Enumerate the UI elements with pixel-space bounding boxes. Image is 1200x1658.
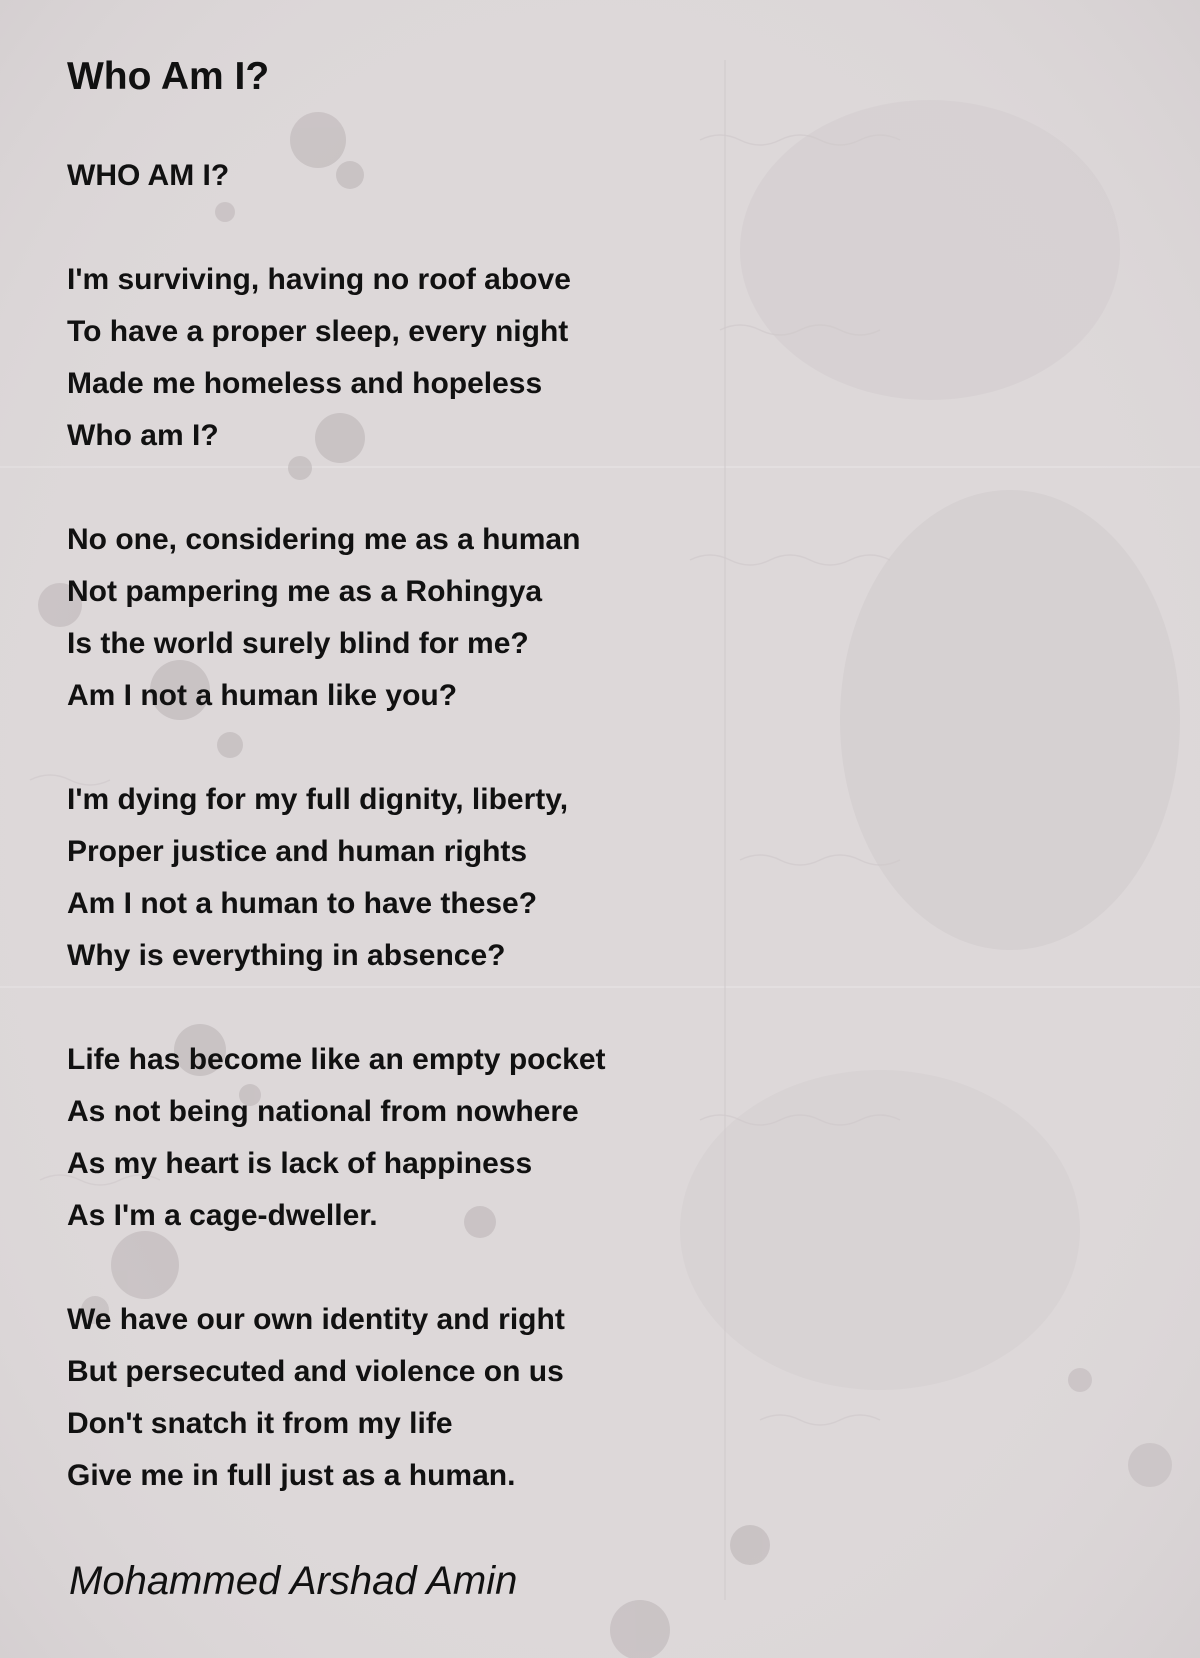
stanza-spacer	[67, 722, 606, 774]
poem-body	[67, 150, 606, 1502]
poem-line: As I'm a cage-dweller.	[67, 1199, 378, 1232]
poem-line: As not being national from nowhere	[67, 1095, 579, 1128]
poem-line: But persecuted and violence on us	[67, 1355, 564, 1388]
poem-line: We have our own identity and right	[67, 1303, 565, 1336]
poem-line: Who am I?	[67, 419, 219, 452]
poem-line: Life has become like an empty pocket	[67, 1043, 606, 1076]
poem-line: Why is everything in absence?	[67, 939, 506, 972]
poem-line: Give me in full just as a human.	[67, 1459, 516, 1492]
poem-author: Mohammed Arshad Amin	[69, 1559, 518, 1603]
poem-line: Am I not a human to have these?	[67, 887, 538, 920]
stanza-spacer	[67, 982, 606, 1034]
poem-heading: WHO AM I?	[67, 159, 230, 192]
poem-line: To have a proper sleep, every night	[67, 315, 569, 348]
poem-line: I'm surviving, having no roof above	[67, 263, 571, 296]
poem-line: Not pampering me as a Rohingya	[67, 575, 543, 608]
poem-line: No one, considering me as a human	[67, 523, 581, 556]
poem-line: Is the world surely blind for me?	[67, 627, 529, 660]
poem-line: Don't snatch it from my life	[67, 1407, 453, 1440]
stanza-spacer	[67, 202, 606, 254]
stanza-spacer	[67, 462, 606, 514]
poem-line: I'm dying for my full dignity, liberty,	[67, 783, 569, 816]
poem-line: Proper justice and human rights	[67, 835, 528, 868]
poem-line: As my heart is lack of happiness	[67, 1147, 533, 1180]
poem-title: Who Am I?	[67, 55, 270, 98]
stanza-spacer	[67, 1242, 606, 1294]
poem-line: Made me homeless and hopeless	[67, 367, 543, 400]
poem-line: Am I not a human like you?	[67, 679, 458, 712]
